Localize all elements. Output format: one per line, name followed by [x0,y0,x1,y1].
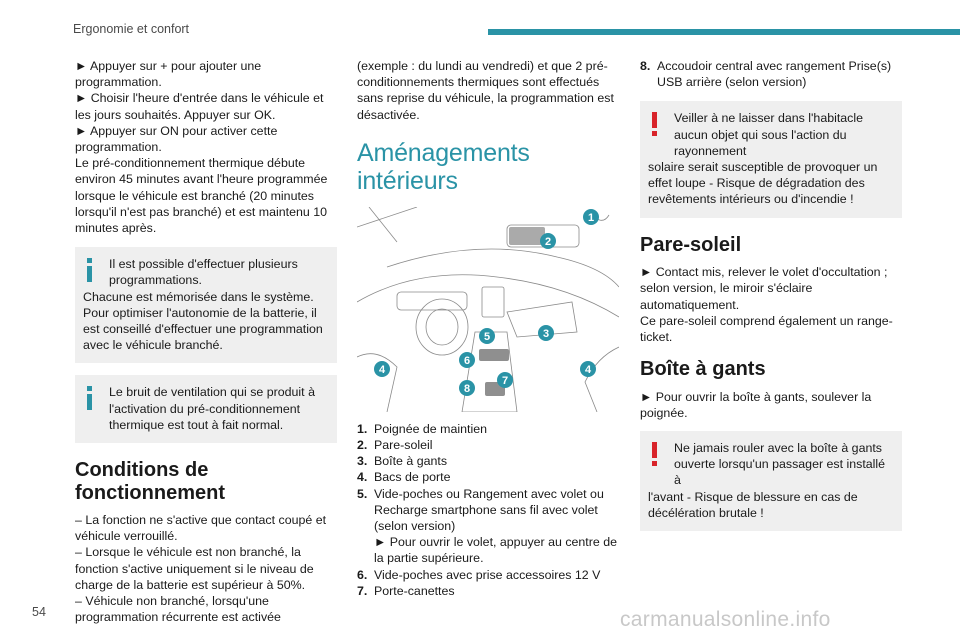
warning-icon [648,111,662,137]
marker-2 [540,233,556,249]
continuation-paragraph: (exemple : du lundi au vendredi) et que 2 pré-conditionnements thermiques sont effectués sans reprise du véhicule, la programmation est désactivée. [357,59,614,122]
column-3 [640,58,902,531]
warning-box-boite [640,431,902,531]
page-number: 54 [32,605,46,619]
marker-4-right [580,361,596,377]
condition-item: – La fonction ne s'active que contact coupé et véhicule verrouillé. [75,513,327,544]
section-header-title: Ergonomie et confort [73,22,190,36]
legend-item: 2. Pare-soleil [357,438,433,453]
marker-1 [583,209,599,225]
legend-item: 6. Vide-poches avec prise accessoires 12 V [357,567,601,582]
conditions-heading: Conditions de fonctionnement [75,459,225,504]
marker-5 [479,328,495,344]
svg-text:8: 8 [463,382,471,395]
svg-text:1: 1 [587,211,595,224]
svg-text:7: 7 [501,374,509,387]
preconditioning-paragraph: Le pré-conditionnement thermique débute environ 45 minutes avant l'heure programmée lorsque le véhicule est branché (20 minutes lorsqu'il n'est pas branché) et est maintenu 10 minutes après. [75,156,328,236]
legend-item: 3. Boîte à gants [357,454,448,469]
svg-text:2: 2 [544,235,552,248]
svg-text:4: 4 [584,363,592,376]
warning-text-rest: l'avant - Risque de blessure en cas de décélération brutale ! [648,489,858,520]
chapter-title: Aménagements intérieurs [357,138,530,195]
info-icon [83,385,97,411]
condition-item: – Lorsque le véhicule est non branché, la fonction s'active uniquement si le niveau de charge de la batterie est supérieur à 50%. [75,545,314,592]
boite-a-gants-heading: Boîte à gants [640,358,766,381]
column-2 [357,58,619,599]
info-icon [83,257,97,283]
svg-text:6: 6 [463,354,471,367]
svg-text:3: 3 [542,327,550,340]
legend-item: 7. Porte-canettes [357,583,455,598]
marker-6 [459,352,475,368]
info-box-ventilation [75,375,337,443]
warning-text-line1: Veiller à ne laisser dans l'habitacle aucun objet qui sous l'action du rayonnement [674,111,864,158]
pare-soleil-text: ► Contact mis, relever le volet d'occultation ; selon version, le miroir s'éclaire automatiquement. [640,265,888,312]
step-choose: ► Choisir l'heure d'entrée dans le véhicule et les jours souhaités. Appuyer sur OK. [75,91,324,122]
pare-soleil-text-2: Ce pare-soleil comprend également un range-ticket. [640,313,893,344]
step-activate: ► Appuyer sur ON pour activer cette programmation. [75,123,278,155]
legend-item: 8. Accoudoir central avec rangement Prise(s) USB arrière (selon version) [640,59,892,90]
svg-text:4: 4 [378,363,386,376]
legend-item: 5. Vide-poches ou Rangement avec volet ou Recharge smartphone sans fil avec volet (selon version) [357,486,604,534]
warning-box-loupe [640,101,902,217]
pare-soleil-heading: Pare-soleil [640,233,742,256]
warning-text-line1: Ne jamais rouler avec la boîte à gants ouverte lorsqu'un passager est installé à [674,441,886,488]
interior-illustration [357,207,619,412]
legend-item: 1. Poignée de maintien [357,421,487,436]
info-text-line1: Il est possible d'effectuer plusieurs programmations. [109,257,298,288]
column-1 [75,58,337,625]
marker-7 [497,372,513,388]
condition-item: – Véhicule non branché, lorsqu'une programmation récurrente est activée [75,594,281,625]
legend-item: 4. Bacs de porte [357,470,451,485]
svg-text:5: 5 [483,330,491,343]
legend-list [357,421,619,599]
legend-list-cont [640,58,902,90]
boite-a-gants-text: ► Pour ouvrir la boîte à gants, soulever la poignée. [640,389,872,420]
watermark: carmanualsonline.info [620,608,831,631]
ventilation-info-text: Le bruit de ventilation qui se produit à l'activation du pré-conditionnement thermique est tout à fait normal. [109,385,315,432]
step-add: ► Appuyer sur + pour ajouter une programmation. [75,59,262,90]
info-box-programmations [75,247,337,363]
info-text-rest: Chacune est mémorisée dans le système. Pour optimiser l'autonomie de la batterie, il est conseillé d'effectuer une programmation avec le véhicule branché. [83,289,323,353]
header-accent-bar [488,29,960,35]
legend-item: ► Pour ouvrir le volet, appuyer au centre de la partie supérieure. [374,535,617,566]
marker-8 [459,380,475,396]
warning-text-rest: solaire serait susceptible de provoquer un effet loupe - Risque de dégradation des revêtements intérieurs ou d'incendie ! [648,160,878,207]
warning-icon [648,441,662,467]
marker-3 [538,325,554,341]
marker-4-left [374,361,390,377]
